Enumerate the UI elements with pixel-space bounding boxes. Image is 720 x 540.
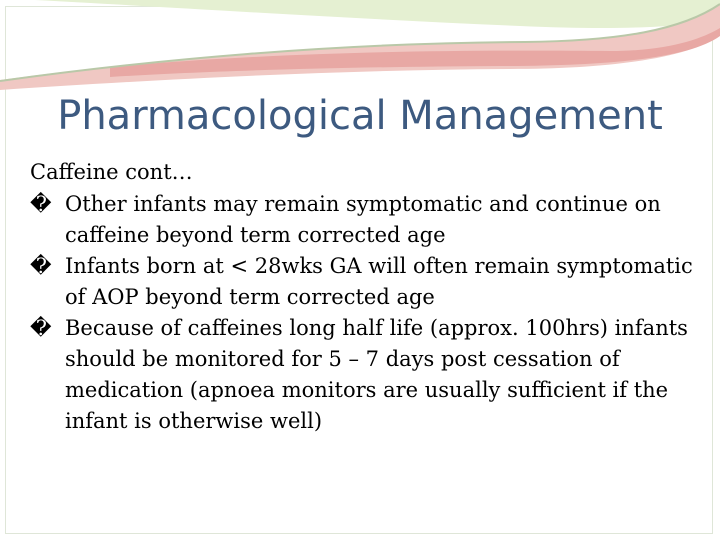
bullet-text: Because of caffeines long half life (approx. 100hrs) infants should be monitored for 5 – 7 days post cessation of medication (apnoea monitors are usually sufficient if the infant is otherwise well) bbox=[65, 316, 688, 433]
bullet-glyph: � bbox=[30, 192, 52, 216]
bullet-item bbox=[30, 251, 700, 313]
intro-text: Caffeine cont… bbox=[30, 160, 193, 184]
slide-body bbox=[30, 157, 700, 437]
bullet-text: Other infants may remain symptomatic and continue on caffeine beyond term corrected age bbox=[65, 192, 661, 247]
decorative-wave-header bbox=[0, 0, 720, 90]
green-wave-band-lower bbox=[35, 0, 720, 28]
bullet-glyph: � bbox=[30, 254, 52, 278]
bullet-glyph: � bbox=[30, 316, 52, 340]
bullet-item bbox=[30, 313, 700, 437]
bullet-text: Infants born at < 28wks GA will often remain symptomatic of AOP beyond term corrected age bbox=[65, 254, 693, 309]
bullet-item bbox=[30, 189, 700, 251]
slide-title: Pharmacological Management bbox=[57, 93, 663, 139]
